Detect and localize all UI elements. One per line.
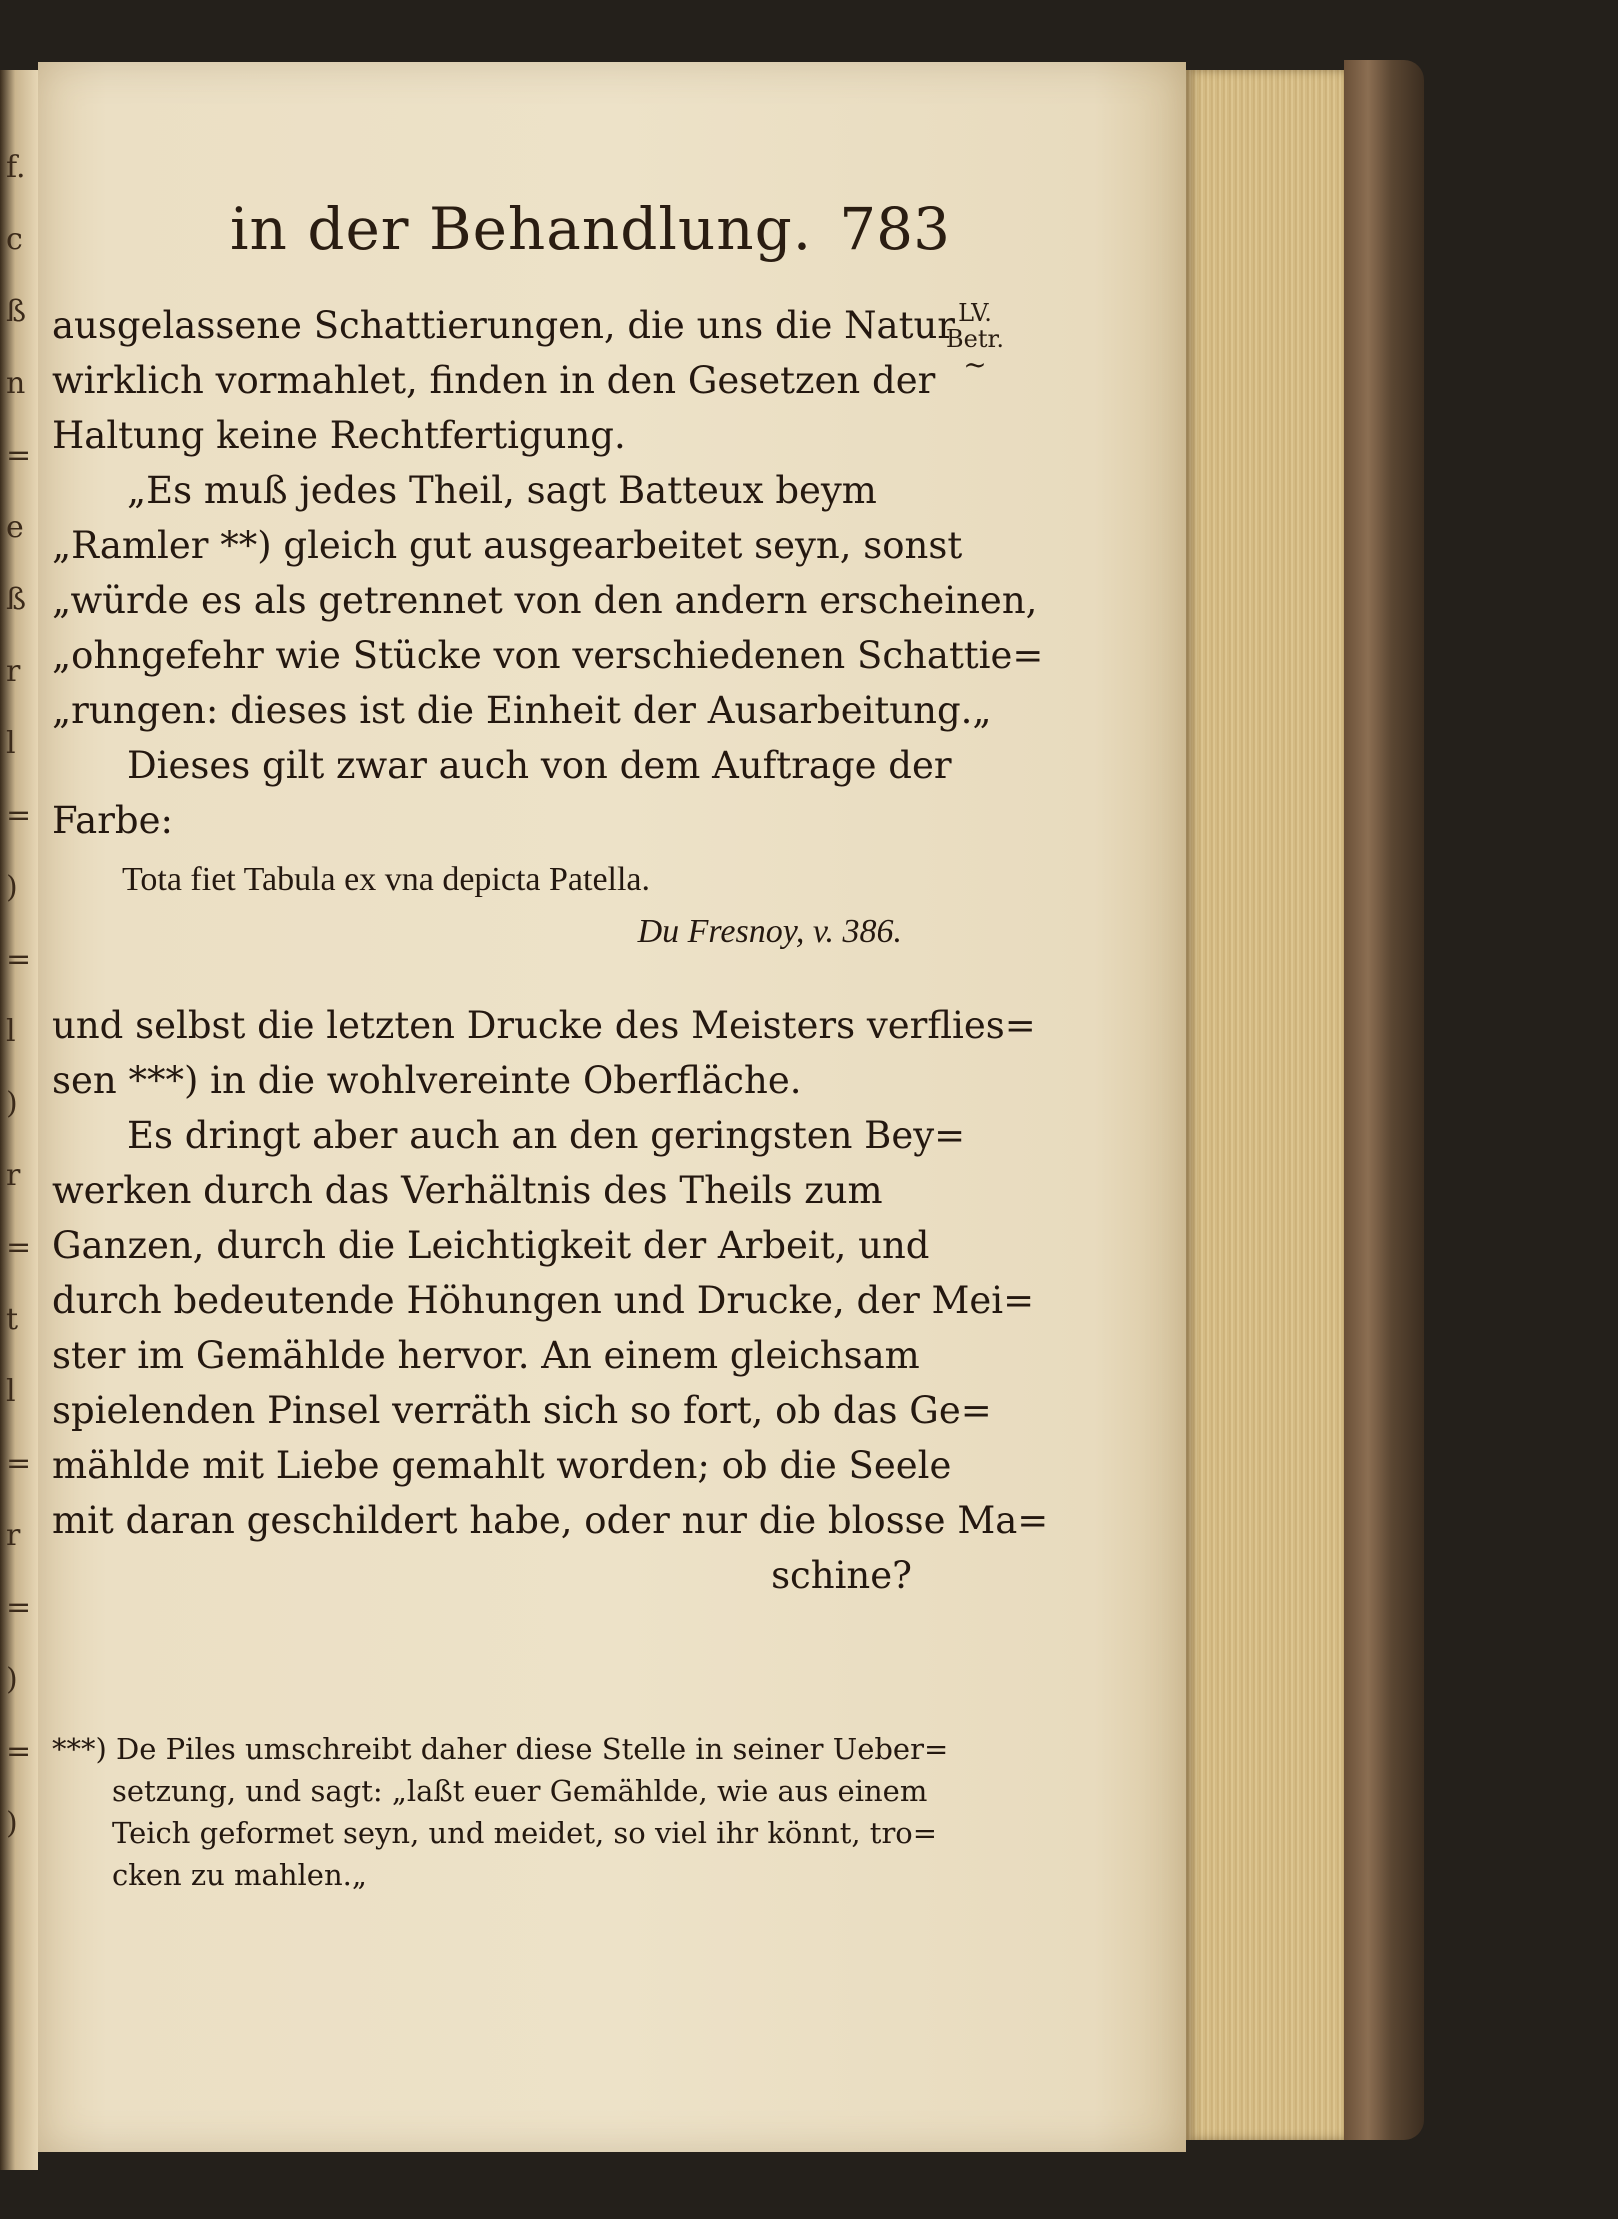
left-edge-char: = [6, 438, 32, 473]
left-edge-char: = [6, 1590, 32, 1625]
text-line: „rungen: dieses ist die Einheit der Ausarbeitung.„ [52, 689, 992, 732]
text-line: „ohngefehr wie Stücke von verschiedenen Schattie= [52, 634, 1044, 677]
left-edge-char: r [6, 1518, 21, 1553]
footnote-line: Teich geformet seyn, und meidet, so viel ihr könnt, tro= [112, 1816, 938, 1850]
left-edge-char: l [6, 726, 16, 761]
text-line: Dieses gilt zwar auch von dem Auftrage der [127, 744, 952, 787]
text-line: ster im Gemählde hervor. An einem gleichsam [52, 1334, 920, 1377]
left-edge-char: ) [6, 870, 18, 905]
text-line: spielenden Pinsel verräth sich so fort, ob das Ge= [52, 1389, 992, 1432]
footnote-line: cken zu mahlen.„ [112, 1858, 367, 1892]
marginal-note-line: LV. [958, 299, 992, 327]
text-line: „Ramler **) gleich gut ausgearbeitet seyn, sonst [52, 524, 963, 567]
left-edge-char: = [6, 1446, 32, 1481]
marginal-ornament: ~ [963, 348, 987, 381]
latin-verse: Tota fiet Tabula ex vna depicta Patella. [122, 861, 651, 898]
text-line: „würde es als getrennet von den andern erscheinen, [52, 579, 1038, 622]
spacer [52, 958, 932, 998]
left-edge-char: = [6, 1230, 32, 1265]
left-edge-char: r [6, 1158, 21, 1193]
left-edge-char: ) [6, 1806, 18, 1841]
text-line: mit daran geschildert habe, oder nur die blosse Ma= [52, 1499, 1049, 1542]
left-edge-char: l [6, 1374, 16, 1409]
marginal-note-line: Betr. [946, 325, 1004, 353]
page-fore-edge [1186, 70, 1344, 2140]
text-line: Haltung keine Rechtfertigung. [52, 414, 626, 457]
footnote-line: setzung, und sagt: „laßt euer Gemählde, wie aus einem [112, 1774, 928, 1808]
left-page-edge-fragments [2, 150, 32, 1950]
text-line: ausgelassene Schattierungen, die uns die Natur [52, 304, 955, 347]
page-header [230, 195, 950, 285]
text-line: Farbe: [52, 799, 173, 842]
left-edge-char: e [6, 510, 24, 545]
page-number: 783 [839, 195, 950, 263]
text-line: „Es muß jedes Theil, sagt Batteux beym [127, 469, 877, 512]
text-line: wirklich vormahlet, finden in den Gesetzen der [52, 359, 936, 402]
text-line: schine? [771, 1554, 912, 1597]
text-line: sen ***) in die wohlvereinte Oberfläche. [52, 1059, 802, 1102]
footnote [52, 1728, 949, 1896]
text-line: Es dringt aber auch an den geringsten Bey= [127, 1114, 966, 1157]
left-edge-char: t [6, 1302, 19, 1337]
left-edge-char: ß [6, 294, 27, 329]
text-line: durch bedeutende Höhungen und Drucke, der Mei= [52, 1279, 1035, 1322]
left-edge-char: = [6, 798, 32, 833]
left-edge-char: n [6, 366, 26, 401]
left-edge-char: ) [6, 1662, 18, 1697]
latin-quotation [52, 854, 932, 958]
latin-source: Du Fresnoy, v. 386. [637, 913, 902, 950]
text-line: und selbst die letzten Drucke des Meisters verflies= [52, 1004, 1036, 1047]
left-edge-char: = [6, 1734, 32, 1769]
left-edge-char: ß [6, 582, 27, 617]
running-title: in der Behandlung. [230, 195, 813, 263]
text-line: Ganzen, durch die Leichtigkeit der Arbeit, und [52, 1224, 930, 1267]
left-edge-char: r [6, 654, 21, 689]
left-edge-char: c [6, 222, 23, 257]
text-line: mählde mit Liebe gemahlt worden; ob die Seele [52, 1444, 952, 1487]
left-edge-char: l [6, 1014, 16, 1049]
left-edge-char: ) [6, 1086, 18, 1121]
footnote-line: ***) De Piles umschreibt daher diese Stelle in seiner Ueber= [52, 1732, 949, 1766]
left-edge-char: f. [6, 150, 26, 185]
book-cover-edge [1344, 60, 1424, 2140]
text-line: werken durch das Verhältnis des Theils zum [52, 1169, 883, 1212]
left-edge-char: = [6, 942, 32, 977]
